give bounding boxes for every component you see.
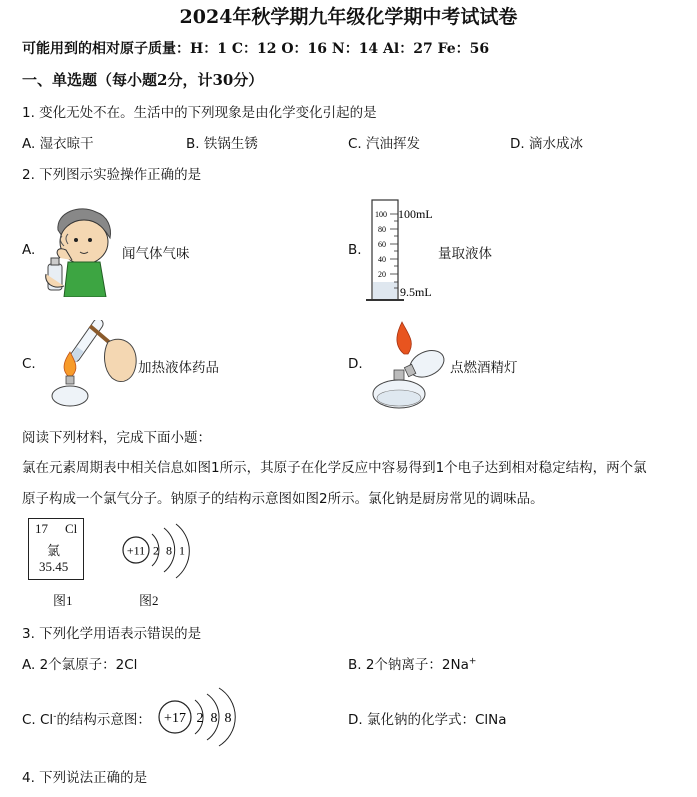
q2-option-b-letter[interactable]: B. [348,242,362,258]
q3-option-c[interactable] [22,708,151,728]
cylinder-tick: 20 [378,270,386,279]
q2-option-a-letter[interactable]: A. [22,242,36,258]
q2-option-d-letter[interactable]: D. [348,356,363,372]
chloride-shell-1: 2 [196,711,204,726]
lighting-lamp-illustration [364,318,452,412]
q1-option-d[interactable]: D. 滴水成冰 [510,136,583,152]
reading-line-1: 氯在元素周期表中相关信息如图1所示，其原子在化学反应中容易得到1个电子达到相对稳定结构，两个氯 [22,460,647,476]
q3-option-c-prefix: C. Cl [22,712,54,728]
reading-line-2: 原子构成一个氯气分子。钠原子的结构示意图如图2所示。氯化钠是厨房常见的调味品。 [22,491,544,507]
element-symbol: Cl [65,521,78,536]
q2-stem: 2. 下列图示实验操作正确的是 [22,167,202,183]
q1-stem: 1. 变化无处不在。生活中的下列现象是由化学变化引起的是 [22,105,377,121]
cylinder-tick: 60 [378,240,386,249]
cylinder-tick: 80 [378,225,386,234]
periodic-table-cell [28,518,84,580]
figure-2-caption: 图2 [139,593,159,608]
charge-superscript: - [53,711,57,722]
charge-superscript: + [468,656,477,667]
q2-option-a-caption: 闻气体气味 [122,246,190,262]
sodium-shell-1: 2 [153,543,159,558]
q1-option-c[interactable]: C. 汽油挥发 [348,136,421,152]
graduated-cylinder-illustration [366,196,444,306]
element-name: 氯 [47,544,61,559]
page-title: 2024年秋学期九年级化学期中考试试卷 [179,6,518,28]
atomic-number: 17 [35,521,48,536]
reading-intro: 阅读下列材料，完成下面小题： [22,430,211,446]
chloride-nucleus-charge: +17 [164,711,186,726]
chloride-shell-3: 8 [224,711,232,726]
q3-option-c-suffix: 的结构示意图： [56,712,151,728]
q2-option-c-letter[interactable]: C. [22,356,36,372]
cylinder-tick: 40 [378,255,386,264]
sodium-atom-diagram [116,520,196,586]
atomic-mass-line: 可能用到的相对原子质量：H：1 C：12 O：16 N：14 Al：27 Fe：56 [22,41,490,57]
cylinder-volume-label: 9.5mL [400,285,432,299]
q4-stem: 4. 下列说法正确的是 [22,770,148,786]
chloride-shell-2: 8 [210,711,218,726]
chloride-ion-diagram [157,684,241,750]
atomic-mass: 35.45 [39,559,69,574]
sodium-shell-2: 8 [166,543,172,558]
q2-option-d-caption: 点燃酒精灯 [450,360,518,376]
q1-option-b[interactable]: B. 铁锅生锈 [186,136,258,152]
sodium-shell-3: 1 [179,543,185,558]
q3-option-a[interactable]: A. 2个氯原子：2Cl [22,657,138,673]
cylinder-capacity-label: 100mL [398,207,433,221]
q3-stem: 3. 下列化学用语表示错误的是 [22,626,202,642]
section-heading: 一、单选题（每小题2分，计30分） [22,71,264,89]
heating-liquid-illustration [38,320,138,410]
q1-option-a[interactable]: A. 湿衣晾干 [22,136,94,152]
figure-1-caption: 图1 [53,593,73,608]
q3-option-b-text: B. 2个钠离子：2Na [348,657,469,673]
q2-option-c-caption: 加热液体药品 [138,360,219,376]
smelling-gas-illustration [40,202,120,297]
sodium-nucleus-charge: +11 [126,543,146,558]
q3-option-d[interactable]: D. 氯化钠的化学式：ClNa [348,712,507,728]
q2-option-b-caption: 量取液体 [438,246,492,262]
q3-option-b[interactable] [348,653,476,673]
cylinder-tick: 100 [375,210,387,219]
